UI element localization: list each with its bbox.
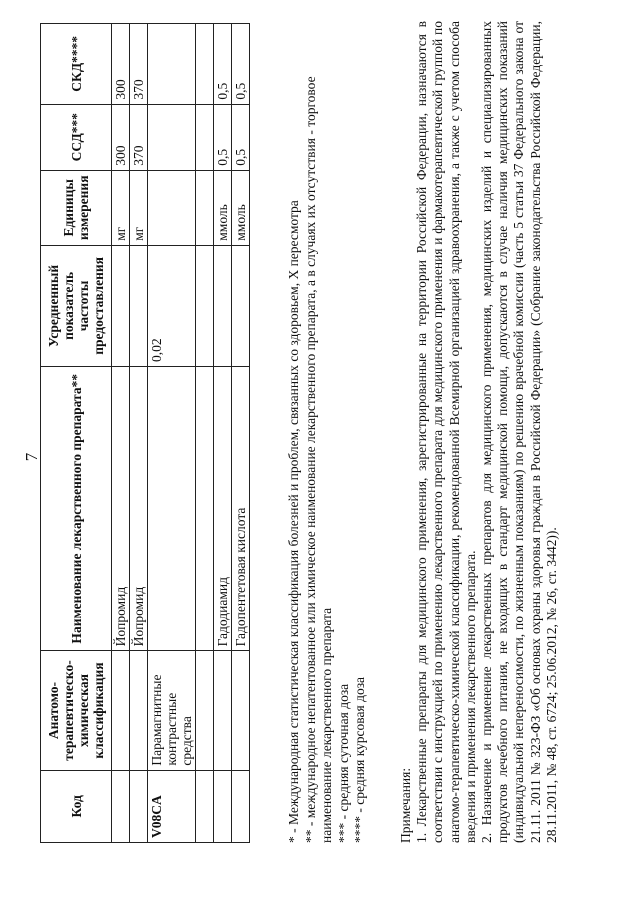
cell-unit [148, 170, 196, 245]
table-row [112, 24, 130, 843]
cell-empty [196, 104, 214, 170]
page-number: 7 [22, 452, 41, 462]
cell-empty [196, 24, 214, 105]
notes-block [398, 21, 560, 843]
cell-drug-name [148, 367, 196, 651]
cell-code [232, 770, 250, 842]
cell-skd: 300 [112, 24, 130, 105]
cell-skd: 370 [130, 24, 148, 105]
header-skd: СКД**** [41, 24, 112, 105]
cell-unit: мг [112, 170, 130, 245]
cell-code [112, 770, 130, 842]
cell-unit: ммоль [214, 170, 232, 245]
cell-drug-name: Гадопентетовая кислота [232, 367, 250, 651]
cell-frequency [232, 245, 250, 366]
cell-frequency [112, 245, 130, 366]
footnote-ssd: *** - средняя суточная доза [335, 683, 351, 843]
cell-atc [232, 651, 250, 770]
cell-atc [130, 651, 148, 770]
notes-heading: Примечания: [398, 767, 413, 843]
note-item: 1. Лекарственные препараты для медицинского применения, зарегистрированные на территории Российской Федерации, назначаются в соответствии с инструкцией по применению лекарственного препарата для медицинского применения и фармакотерапевтической группой по анатомо-терапевтическо-химической классификации, рекомендованной Всемирной организацией здравоохранения, а также с учетом способа введения и применения лекарственного препарата. [414, 21, 478, 843]
cell-atc [112, 651, 130, 770]
cell-empty [196, 770, 214, 842]
cell-empty [196, 245, 214, 366]
cell-empty [196, 367, 214, 651]
cell-ssd [148, 104, 196, 170]
cell-atc [214, 651, 232, 770]
note-item: 2. Назначение и применение лекарственных препаратов для медицинского применения, медицинских изделий и специализированных продуктов лечебного питания, не входящих в стандарт медицинской помощи, допускаются в случае наличия медицинских показаний (индивидуальной непереносимости, по жизненным показаниям) по решению врачебной комиссии (часть 5 статьи 37 Федерального закона от 21.11. 2011 № 323-ФЗ «Об основах охраны здоровья граждан в Российской Федерации» (Собрание законодательства Российской Федерации, 28.11.2011, № 48, ст. 6724; 25.06.2012, № 26, ст. 3442)). [479, 21, 559, 843]
cell-code [214, 770, 232, 842]
cell-unit: мг [130, 170, 148, 245]
cell-drug-name: Йопромид [112, 367, 130, 651]
table-row [214, 24, 232, 843]
table-row [130, 24, 148, 843]
cell-frequency [130, 245, 148, 366]
footnotes-block [286, 23, 369, 843]
cell-frequency: 0,02 [148, 245, 196, 366]
drug-standard-table [40, 23, 250, 843]
cell-skd [148, 24, 196, 105]
table-header-row [41, 24, 112, 843]
cell-drug-name: Йопромид [130, 367, 148, 651]
footnote-icd: * - Международная статистическая классификация болезней и проблем, связанных со здоровьем, X пересмотра [286, 200, 301, 843]
cell-ssd: 300 [112, 104, 130, 170]
header-drug-name: Наименование лекарственного препарата** [41, 367, 112, 651]
header-frequency: Усредненный показатель частоты предоставления [41, 245, 112, 366]
header-unit: Единицы измерения [41, 170, 112, 245]
table-row [232, 24, 250, 843]
cell-frequency [214, 245, 232, 366]
cell-code: V08CA [148, 770, 196, 842]
table-row [196, 24, 214, 843]
footnote-skd: **** - средняя курсовая доза [352, 676, 367, 843]
header-code: Код [41, 770, 112, 842]
cell-code [130, 770, 148, 842]
cell-empty [196, 170, 214, 245]
cell-ssd: 370 [130, 104, 148, 170]
cell-atc: Парамагнитные контрастные средства [148, 651, 196, 770]
cell-skd: 0,5 [232, 24, 250, 105]
cell-skd: 0,5 [214, 24, 232, 105]
cell-empty [196, 651, 214, 770]
header-atc: Анатомо-терапевтическо-химическая классификация [41, 651, 112, 770]
cell-unit: ммоль [232, 170, 250, 245]
cell-ssd: 0,5 [232, 104, 250, 170]
table-row [148, 24, 196, 843]
footnote-drug-name: ** - международное непатентованное или химическое наименование лекарственного препарата, а в случаях их отсутствия - торговое наименование лекарственного препарата [302, 76, 334, 843]
cell-ssd: 0,5 [214, 104, 232, 170]
header-ssd: ССД*** [41, 104, 112, 170]
cell-drug-name: Гадодиамид [214, 367, 232, 651]
